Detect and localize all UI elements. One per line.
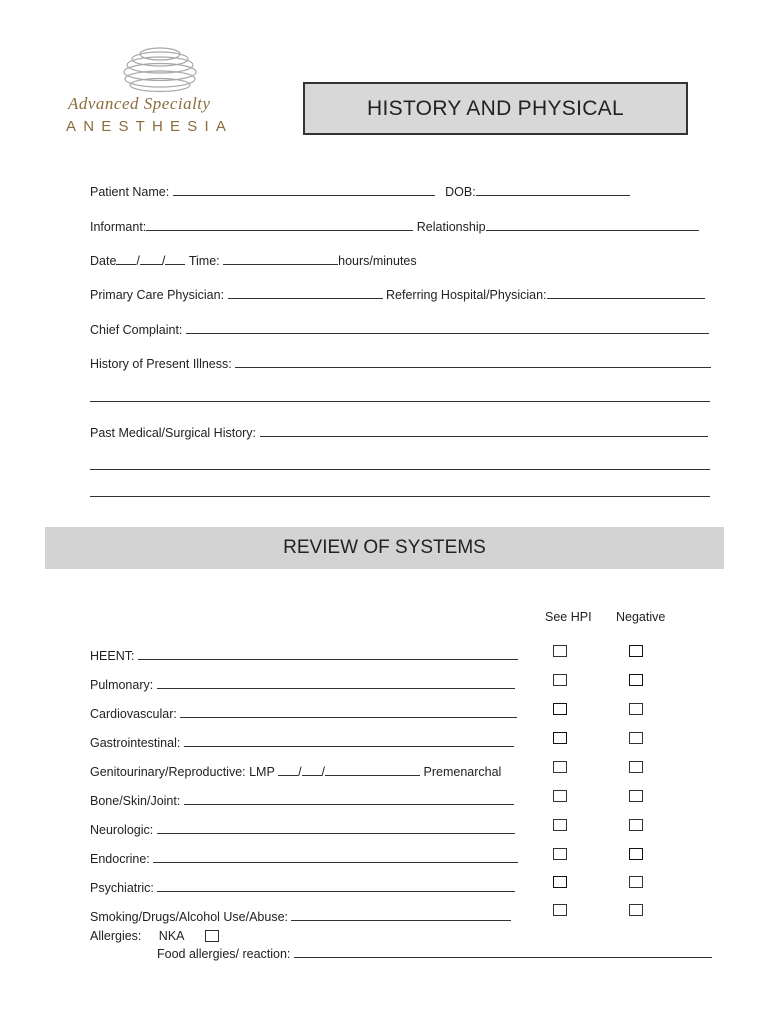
negative-checkbox[interactable] xyxy=(629,790,643,802)
nka-checkbox[interactable] xyxy=(205,930,219,942)
ros-label: Genitourinary/Reproductive: LMP xyxy=(90,765,279,779)
patient-name-label: Patient Name: xyxy=(90,185,173,199)
lmp-year-field[interactable] xyxy=(325,764,420,776)
see-hpi-checkbox[interactable] xyxy=(553,761,567,773)
ros-row-smoking xyxy=(90,909,511,925)
ros-field[interactable] xyxy=(138,648,518,660)
negative-checkbox[interactable] xyxy=(629,819,643,831)
see-hpi-checkbox[interactable] xyxy=(553,876,567,888)
primary-care-label: Primary Care Physician: xyxy=(90,288,228,302)
referring-label: Referring Hospital/Physician: xyxy=(386,288,547,302)
time-field[interactable] xyxy=(223,253,338,265)
hours-minutes-label: hours/minutes xyxy=(338,254,417,268)
lmp-slash: / xyxy=(321,765,326,779)
ros-row-heent xyxy=(90,648,518,664)
dob-field[interactable] xyxy=(476,184,630,196)
date-time-row xyxy=(90,253,417,269)
informant-label: Informant: xyxy=(90,220,147,234)
time-label: Time: xyxy=(188,254,224,268)
informant-row xyxy=(90,219,699,235)
food-allergies-label: Food allergies/ reaction: xyxy=(157,947,294,961)
pmh-row xyxy=(90,425,708,441)
ros-label: Gastrointestinal: xyxy=(90,736,184,750)
see-hpi-checkbox[interactable] xyxy=(553,790,567,802)
negative-checkbox[interactable] xyxy=(629,904,643,916)
food-allergies-row xyxy=(157,946,712,962)
ros-row-cardiovascular xyxy=(90,706,517,722)
see-hpi-checkbox[interactable] xyxy=(553,848,567,860)
date-day-field[interactable] xyxy=(140,253,162,265)
see-hpi-checkbox[interactable] xyxy=(553,819,567,831)
hpi-continuation-field[interactable] xyxy=(90,390,710,402)
negative-checkbox[interactable] xyxy=(629,645,643,657)
see-hpi-checkbox[interactable] xyxy=(553,645,567,657)
premenarchal-label: Premenarchal xyxy=(420,765,502,779)
form-title: HISTORY AND PHYSICAL xyxy=(303,82,688,135)
ros-row-neurologic xyxy=(90,822,515,838)
ros-label: Psychiatric: xyxy=(90,881,158,895)
referring-field[interactable] xyxy=(547,287,705,299)
ros-field[interactable] xyxy=(157,677,515,689)
pmh-continuation-row-2 xyxy=(90,485,710,501)
lmp-day-field[interactable] xyxy=(302,764,322,776)
lmp-slash: / xyxy=(298,765,302,779)
negative-column-header: Negative xyxy=(616,610,666,624)
ros-row-endocrine xyxy=(90,851,518,867)
see-hpi-column-header: See HPI xyxy=(545,610,592,624)
pmh-label: Past Medical/Surgical History: xyxy=(90,426,260,440)
ros-row-pulmonary xyxy=(90,677,515,693)
logo-text-line2: ANESTHESIA xyxy=(66,118,234,135)
stacked-rings-logo-icon xyxy=(118,44,202,96)
ros-row-gastrointestinal xyxy=(90,735,514,751)
negative-checkbox[interactable] xyxy=(629,876,643,888)
relationship-label: Relationship xyxy=(416,220,486,234)
physician-row xyxy=(90,287,705,303)
ros-field[interactable] xyxy=(180,706,517,718)
logo-text-line1: Advanced Specialty xyxy=(68,94,211,113)
hpi-label: History of Present Illness: xyxy=(90,357,236,371)
date-label: Date xyxy=(90,254,117,268)
ros-row-genitourinary xyxy=(90,764,501,780)
negative-checkbox[interactable] xyxy=(629,761,643,773)
dob-label: DOB: xyxy=(445,185,476,199)
ros-field[interactable] xyxy=(157,880,515,892)
ros-label: Neurologic: xyxy=(90,823,157,837)
see-hpi-checkbox[interactable] xyxy=(553,703,567,715)
date-slash: / xyxy=(161,254,166,268)
pmh-continuation-field[interactable] xyxy=(90,485,710,497)
date-year-field[interactable] xyxy=(165,253,185,265)
negative-checkbox[interactable] xyxy=(629,732,643,744)
ros-field[interactable] xyxy=(291,909,511,921)
ros-title: REVIEW OF SYSTEMS xyxy=(45,527,724,569)
allergies-row xyxy=(90,928,185,944)
relationship-field[interactable] xyxy=(486,219,699,231)
ros-label: HEENT: xyxy=(90,649,138,663)
ros-label: Endocrine: xyxy=(90,852,154,866)
ros-label: Bone/Skin/Joint: xyxy=(90,794,184,808)
informant-field[interactable] xyxy=(146,219,413,231)
chief-complaint-field[interactable] xyxy=(186,322,709,334)
negative-checkbox[interactable] xyxy=(629,703,643,715)
ros-label: Pulmonary: xyxy=(90,678,157,692)
negative-checkbox[interactable] xyxy=(629,848,643,860)
allergies-label: Allergies: xyxy=(90,929,142,943)
patient-name-row xyxy=(90,184,630,200)
hpi-field[interactable] xyxy=(235,356,711,368)
ros-row-psychiatric xyxy=(90,880,515,896)
nka-label: NKA xyxy=(158,929,185,943)
ros-field[interactable] xyxy=(184,735,514,747)
negative-checkbox[interactable] xyxy=(629,674,643,686)
ros-field[interactable] xyxy=(153,851,518,863)
ros-row-bone-skin-joint xyxy=(90,793,514,809)
ros-label: Smoking/Drugs/Alcohol Use/Abuse: xyxy=(90,910,292,924)
ros-field[interactable] xyxy=(157,822,515,834)
pmh-field[interactable] xyxy=(260,425,708,437)
hpi-row xyxy=(90,356,711,372)
see-hpi-checkbox[interactable] xyxy=(553,732,567,744)
pmh-continuation-row-1 xyxy=(90,458,710,474)
date-month-field[interactable] xyxy=(116,253,136,265)
chief-complaint-row xyxy=(90,322,709,338)
patient-name-field[interactable] xyxy=(173,184,435,196)
lmp-month-field[interactable] xyxy=(278,764,298,776)
ros-field[interactable] xyxy=(184,793,514,805)
ros-label: Cardiovascular: xyxy=(90,707,181,721)
see-hpi-checkbox[interactable] xyxy=(553,904,567,916)
see-hpi-checkbox[interactable] xyxy=(553,674,567,686)
date-slash: / xyxy=(136,254,140,268)
chief-complaint-label: Chief Complaint: xyxy=(90,323,186,337)
pmh-continuation-field[interactable] xyxy=(90,458,710,470)
hpi-continuation-row xyxy=(90,390,710,406)
food-allergies-field[interactable] xyxy=(294,946,712,958)
primary-care-field[interactable] xyxy=(228,287,383,299)
